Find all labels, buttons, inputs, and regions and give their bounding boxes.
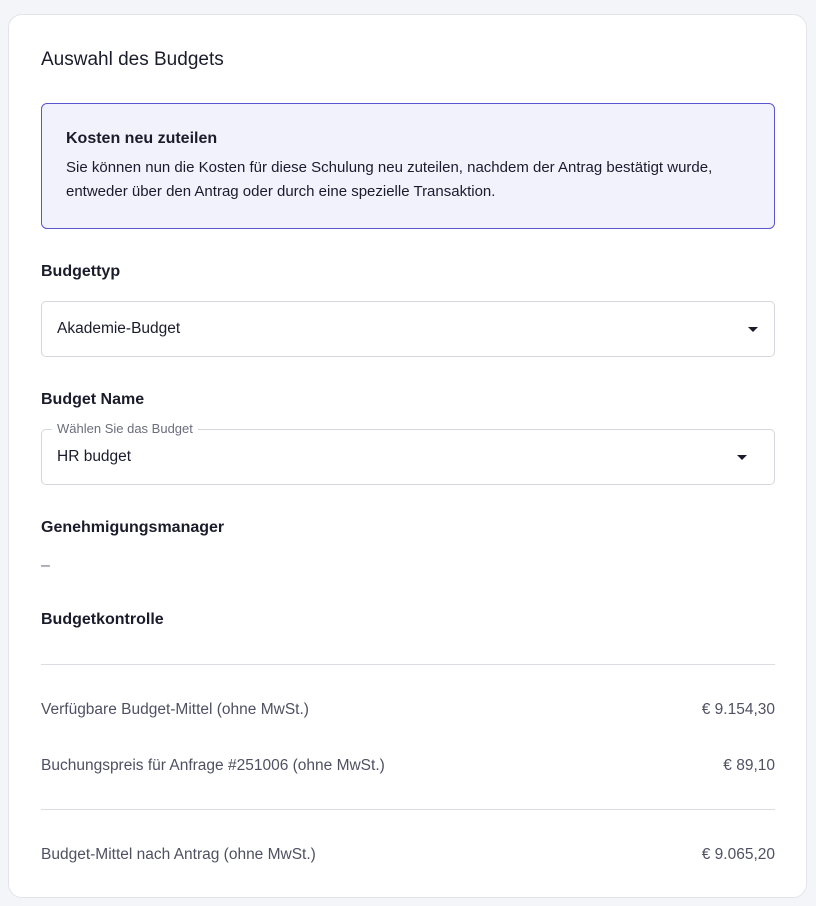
- caret-down-icon: [737, 455, 747, 460]
- row-value: € 9.154,30: [701, 701, 775, 718]
- caret-down-icon: [748, 327, 758, 332]
- budget-row-booking-price: [41, 757, 775, 775]
- row-value: € 89,10: [723, 757, 775, 774]
- budget-row-after-request: [41, 846, 775, 864]
- info-text: Sie können nun die Kosten für diese Schulung neu zuteilen, nachdem der Antrag bestätigt wurde, entweder über den Antrag oder durch eine spezielle Transaktion.: [66, 159, 713, 200]
- budget-type-select[interactable]: [41, 301, 775, 357]
- section-title: Auswahl des Budgets: [41, 49, 224, 70]
- budget-row-available: [41, 701, 775, 719]
- budget-name-label: Budget Name: [41, 391, 145, 408]
- approval-manager-value: –: [41, 557, 50, 574]
- budget-name-value: HR budget: [57, 448, 132, 465]
- reassign-costs-info-box: [41, 103, 775, 229]
- budget-type-value: Akademie-Budget: [57, 320, 181, 337]
- row-value: € 9.065,20: [701, 846, 775, 863]
- approval-manager-label: Genehmigungsmanager: [41, 519, 225, 536]
- row-label: Buchungspreis für Anfrage #251006 (ohne MwSt.): [41, 757, 385, 774]
- budget-control-label: Budgetkontrolle: [41, 611, 164, 628]
- budget-name-floating-label: Wählen Sie das Budget: [52, 421, 198, 436]
- divider: [41, 809, 775, 810]
- budget-selection-card: [8, 14, 807, 898]
- row-label: Verfügbare Budget-Mittel (ohne MwSt.): [41, 701, 309, 718]
- info-title: Kosten neu zuteilen: [66, 130, 218, 147]
- divider: [41, 664, 775, 665]
- budget-name-select[interactable]: [41, 421, 775, 485]
- row-label: Budget-Mittel nach Antrag (ohne MwSt.): [41, 846, 316, 863]
- budget-type-label: Budgettyp: [41, 263, 121, 280]
